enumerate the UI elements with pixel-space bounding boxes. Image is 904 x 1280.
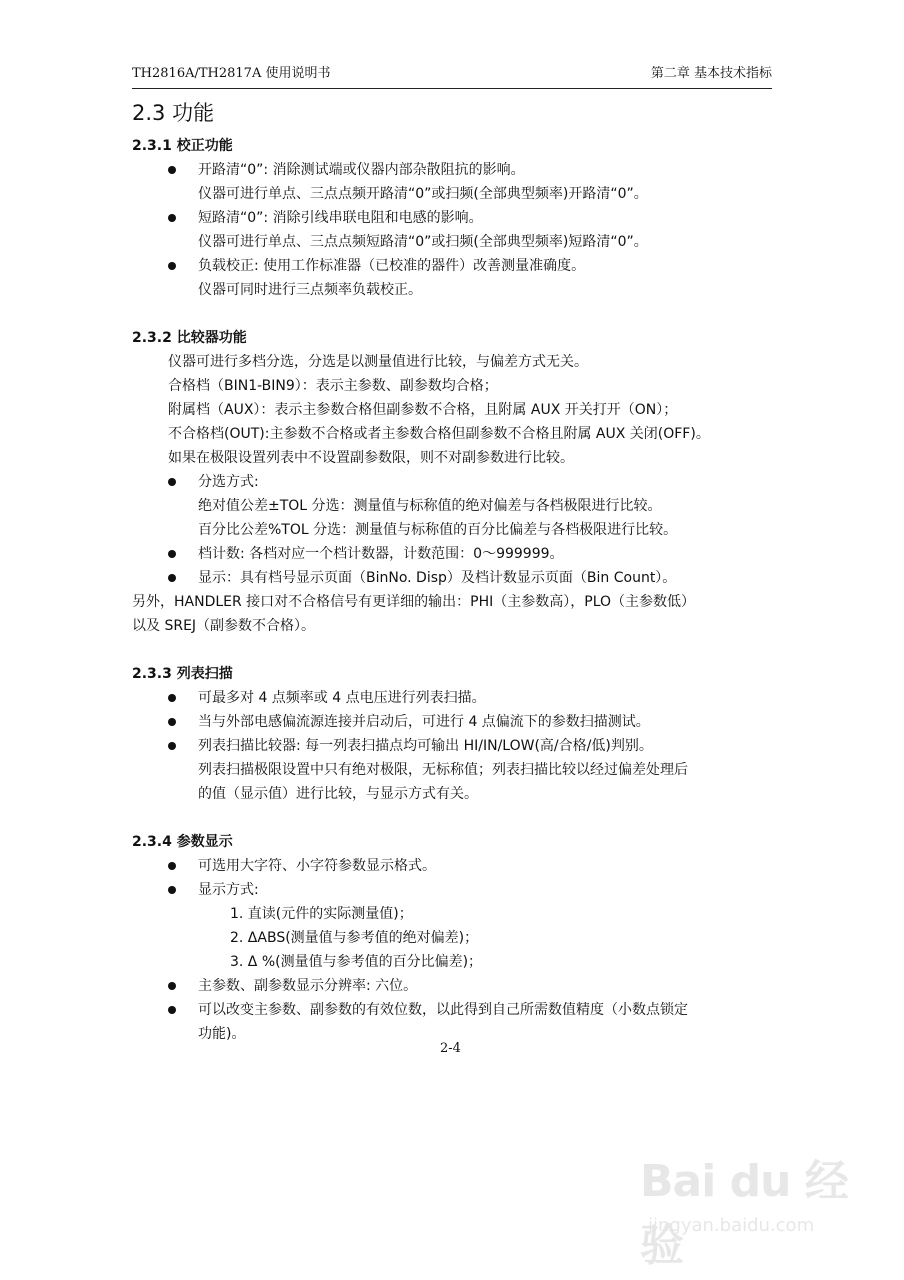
display-format-text: 可选用大字符、小字符参数显示格式。 xyxy=(198,858,436,874)
watermark-url: jingyan.baidu.com xyxy=(648,1215,815,1236)
header-chapter-title: 第二章 基本技术指标 xyxy=(650,66,772,81)
list-sweep-bias: 当与外部电感偏流源连接并启动后，可进行 4 点偏流下的参数扫描测试。 xyxy=(198,714,650,730)
comparator-bin-aux: 附属档（AUX）：表示主参数合格但副参数不合格，且附属 AUX 开关打开（ON）； xyxy=(168,402,678,418)
subsection-heading-calibration: 2.3.1 校正功能 xyxy=(132,138,233,154)
display-mode-label: 显示方式: xyxy=(198,882,259,898)
page-number: 2-4 xyxy=(440,1041,461,1056)
handler-output-text: 另外，HANDLER 接口对不合格信号有更详细的输出：PHI（主参数高），PLO（主参数低） xyxy=(132,594,696,610)
display-mode-pct: 3. Δ %(测量值与参考值的百分比偏差)； xyxy=(230,954,483,970)
bullet-icon xyxy=(168,694,176,702)
subsection-heading-list-sweep: 2.3.3 列表扫描 xyxy=(132,666,233,682)
bullet-icon xyxy=(168,550,176,558)
display-mode-direct: 1. 直读(元件的实际测量值)； xyxy=(230,906,413,922)
short-zero-detail: 仪器可进行单点、三点点频短路清“0”或扫频(全部典型频率)短路清“0”。 xyxy=(198,234,648,250)
subsection-heading-comparator: 2.3.2 比较器功能 xyxy=(132,330,247,346)
bullet-icon xyxy=(168,886,176,894)
section-title: 2.3 功能 xyxy=(132,101,215,125)
watermark-logo: Bai du 经验 xyxy=(640,1156,848,1271)
page-header xyxy=(132,64,772,89)
load-correction-detail: 仪器可同时进行三点频率负载校正。 xyxy=(198,282,422,298)
header-manual-title: TH2816A/TH2817A 使用说明书 xyxy=(132,66,331,81)
comparator-intro: 仪器可进行多档分选，分选是以测量值进行比较，与偏差方式无关。 xyxy=(168,354,588,370)
open-zero-text: 开路清“0”: 消除测试端或仪器内部杂散阻抗的影响。 xyxy=(198,162,525,178)
sort-mode-label: 分选方式: xyxy=(198,474,259,490)
bullet-icon xyxy=(168,262,176,270)
open-zero-detail: 仪器可进行单点、三点点频开路清“0”或扫频(全部典型频率)开路清“0”。 xyxy=(198,186,648,202)
watermark xyxy=(640,1145,860,1271)
bin-display-text: 显示：具有档号显示页面（BinNo. Disp）及档计数显示页面（Bin Count）。 xyxy=(198,570,677,586)
sort-mode-abs: 绝对值公差±TOL 分选：测量值与标称值的绝对偏差与各档极限进行比较。 xyxy=(198,498,662,514)
short-zero-text: 短路清“0”: 消除引线串联电阻和电感的影响。 xyxy=(198,210,483,226)
bullet-icon xyxy=(168,1006,176,1014)
bin-counter-text: 档计数: 各档对应一个档计数器，计数范围：0～999999。 xyxy=(198,546,564,562)
comparator-bin-pass: 合格档（BIN1-BIN9）：表示主参数、副参数均合格； xyxy=(168,378,498,394)
sort-mode-pct: 百分比公差%TOL 分选：测量值与标称值的百分比偏差与各档极限进行比较。 xyxy=(198,522,678,538)
load-correction-text: 负载校正: 使用工作标准器（已校准的器件）改善测量准确度。 xyxy=(198,258,586,274)
bullet-icon xyxy=(168,214,176,222)
bullet-icon xyxy=(168,982,176,990)
subsection-heading-display: 2.3.4 参数显示 xyxy=(132,834,233,850)
bullet-icon xyxy=(168,478,176,486)
bullet-icon xyxy=(168,862,176,870)
list-sweep-limit-2: 的值（显示值）进行比较，与显示方式有关。 xyxy=(198,786,478,802)
significant-digits-text-2: 功能)。 xyxy=(198,1026,246,1042)
display-mode-abs: 2. ΔABS(测量值与参考值的绝对偏差)； xyxy=(230,930,479,946)
list-sweep-comparator: 列表扫描比较器: 每一列表扫描点均可输出 HI/IN/LOW(高/合格/低)判别。 xyxy=(198,738,653,754)
comparator-secondary-note: 如果在极限设置列表中不设置副参数限，则不对副参数进行比较。 xyxy=(168,450,574,466)
bullet-icon xyxy=(168,742,176,750)
significant-digits-text: 可以改变主参数、副参数的有效位数，以此得到自己所需数值精度（小数点锁定 xyxy=(198,1002,688,1018)
bullet-icon xyxy=(168,574,176,582)
comparator-bin-out: 不合格档(OUT):主参数不合格或者主参数合格但副参数不合格且附属 AUX 关闭(OFF)。 xyxy=(168,426,710,442)
bullet-icon xyxy=(168,166,176,174)
list-sweep-limit: 列表扫描极限设置中只有绝对极限，无标称值；列表扫描比较以经过偏差处理后 xyxy=(198,762,688,778)
bullet-icon xyxy=(168,718,176,726)
list-sweep-points: 可最多对 4 点频率或 4 点电压进行列表扫描。 xyxy=(198,690,486,706)
display-resolution: 主参数、副参数显示分辨率: 六位。 xyxy=(198,978,418,994)
handler-output-text-2: 以及 SREJ（副参数不合格）。 xyxy=(132,618,316,634)
